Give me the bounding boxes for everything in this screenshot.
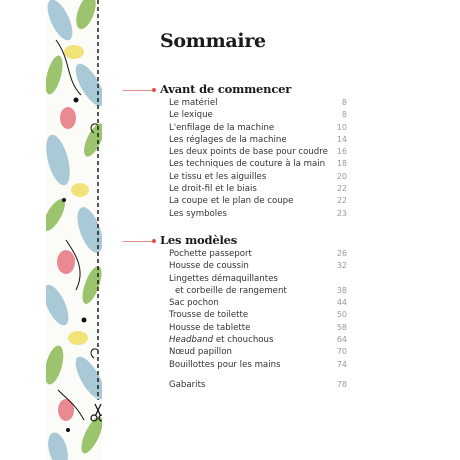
toc-item-page: 8 [341,110,347,120]
toc-item-page: 38 [336,285,347,295]
toc-item-page: 23 [336,208,347,218]
toc-item-page: 14 [336,134,347,144]
toc-item-page: 50 [336,310,347,320]
toc-item-page: 32 [336,261,347,271]
section-label: Avant de commencer [160,82,292,96]
toc-item-page: 16 [336,147,347,157]
toc-item-title: Nœud papillon [169,347,232,358]
toc-item[interactable] [169,146,347,158]
toc-item-title: Sac pochon [169,298,219,309]
page-title: Sommaire [160,30,266,52]
toc-item-title [169,334,273,346]
toc-item-title: Le droit-fil et le biais [169,184,257,195]
toc-item-page: 74 [336,359,347,369]
section-heading-avant [123,82,423,98]
toc-item-page: 8 [341,98,347,107]
toc-item[interactable] [169,334,347,346]
toc-item-title: et corbeille de rangement [175,285,287,296]
toc-item-title: Les deux points de base pour coudre [169,147,328,158]
toc-item-page: 70 [336,347,347,357]
toc-item[interactable] [169,109,347,121]
toc-item-page: 18 [336,159,347,169]
toc-item-title: Le matériel [169,98,218,108]
toc-item-page: 64 [336,335,347,345]
toc-item[interactable] [169,158,347,170]
section-dot [152,239,156,243]
toc-item-title: Le tissu et les aiguilles [169,171,267,182]
floral-pattern [46,0,102,460]
toc-item[interactable] [169,195,347,207]
floral-pattern-strip [46,0,102,460]
toc-item[interactable] [169,171,347,183]
toc-item[interactable] [169,322,347,334]
toc-item-title: Les réglages de la machine [169,134,287,145]
toc-item-title-rest: et chouchous [213,335,274,346]
toc-item-page: 22 [336,184,347,194]
toc-item-title: L'enfilage de la machine [169,122,275,133]
toc-item-page: 22 [336,196,347,206]
toc-item-title: Pochette passeport [169,249,252,259]
toc-item[interactable] [169,97,347,109]
section-label: Les modèles [160,233,238,247]
toc-list-avant [169,97,347,220]
toc-item[interactable] [169,260,347,272]
toc-item[interactable] [169,309,347,321]
toc-item-title: Les symboles [169,208,227,219]
toc-item-page: 10 [336,122,347,132]
toc-item[interactable] [169,273,347,285]
section-rule [123,90,153,91]
toc-item-page: 20 [336,171,347,181]
toc-item[interactable] [169,297,347,309]
toc-item-page: 78 [336,379,347,389]
toc-item-title: Bouillottes pour les mains [169,359,281,370]
toc-item-title: Housse de coussin [169,261,249,272]
toc-list-modeles [169,248,347,391]
toc-item-page: 44 [336,298,347,308]
toc-item-title: Le lexique [169,110,213,121]
toc-item[interactable] [169,248,347,260]
section-heading-modeles [123,233,423,249]
toc-item-title: Gabarits [169,379,206,390]
toc-item[interactable] [169,208,347,220]
toc-item-title: Lingettes démaquillantes [169,273,278,284]
toc-item[interactable] [169,285,347,297]
toc-item-title: Housse de tablette [169,322,251,333]
toc-item[interactable] [169,359,347,371]
toc-item[interactable] [169,122,347,134]
toc-item-page: 26 [336,249,347,258]
toc-item[interactable] [169,134,347,146]
toc-item-title: Trousse de toilette [169,310,249,321]
toc-item-title: La coupe et le plan de coupe [169,196,294,207]
toc-item[interactable] [169,346,347,358]
section-dot [152,88,156,92]
toc-item[interactable] [169,379,347,391]
toc-item-page: 58 [336,322,347,332]
toc-item-title: Les techniques de couture à la main [169,159,326,170]
section-rule [123,241,153,242]
toc-item-title-italic: Headband [169,335,214,346]
toc-item[interactable] [169,183,347,195]
